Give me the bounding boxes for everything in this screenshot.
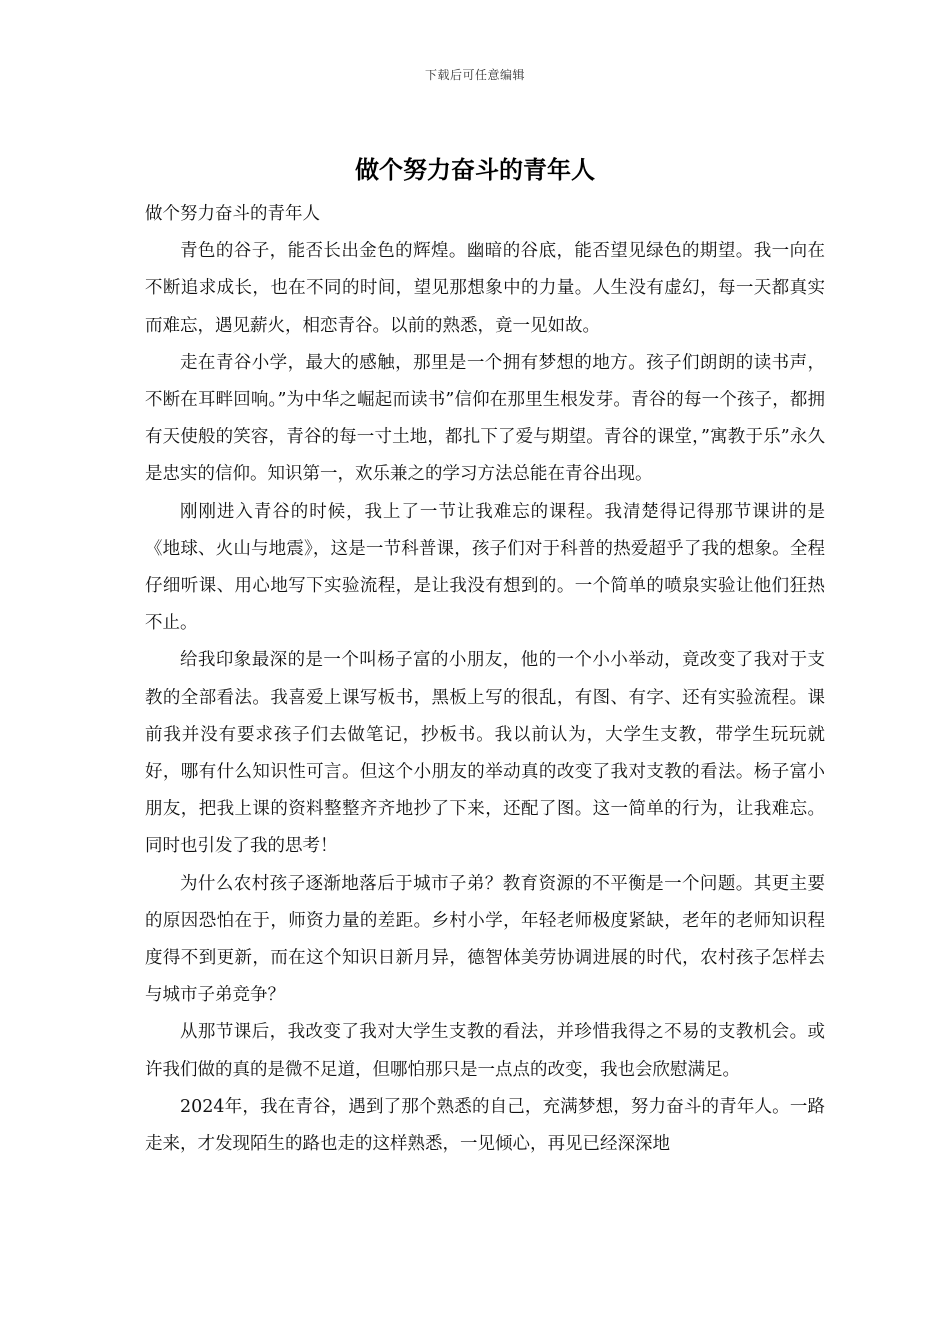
document-subtitle: 做个努力奋斗的青年人 (145, 204, 320, 224)
paragraph: 青色的谷子，能否长出金色的辉煌。幽暗的谷底，能否望见绿色的期望。我一向在不断追求成长，也在不同的时间，望见那想象中的力量。人生没有虚幻，每一天都真实而难忘，遇见薪火，相恋青谷。以前的熟悉，竟一见如故。 (145, 241, 825, 336)
paragraph: 为什么农村孩子逐渐地落后于城市子弟？教育资源的不平衡是一个问题。其更主要的原因恐怕在于，师资力量的差距。乡村小学，年轻老师极度紧缺，老年的老师知识程度得不到更新，而在这个知识日新月异，德智体美劳协调进展的时代，农村孩子怎样去与城市子弟竞争？ (145, 873, 825, 1006)
paragraph: 从那节课后，我改变了我对大学生支教的看法，并珍惜我得之不易的支教机会。或许我们做的真的是微不足道，但哪怕那只是一点点的改变，我也会欣慰满足。 (145, 1022, 825, 1080)
header-note: 下载后可任意编辑 (424, 68, 525, 82)
document-title: 做个努力奋斗的青年人 (355, 156, 595, 184)
paragraph: 走在青谷小学，最大的感触，那里是一个拥有梦想的地方。孩子们朗朗的读书声，不断在耳畔回响。”为中华之崛起而读书”信仰在那里生根发芽。青谷的每一个孩子，都拥有天使般的笑容，青谷的每一寸土地，都扎下了爱与期望。青谷的课堂，”寓教于乐”永久是忠实的信仰。知识第一，欢乐兼之的学习方法总能在青谷出现。 (145, 352, 825, 485)
paragraph: 给我印象最深的是一个叫杨子富的小朋友，他的一个小小举动，竟改变了我对于支教的全部看法。我喜爱上课写板书，黑板上写的很乱，有图、有字、还有实验流程。课前我并没有要求孩子们去做笔记，抄板书。我以前认为，大学生支教，带学生玩玩就好，哪有什么知识性可言。但这个小朋友的举动真的改变了我对支教的看法。杨子富小朋友，把我上课的资料整整齐齐地抄了下来，还配了图。这一简单的行为，让我难忘。同时也引发了我的思考！ (145, 650, 825, 857)
document-body (145, 196, 825, 1163)
paragraph: 刚刚进入青谷的时候，我上了一节让我难忘的课程。我清楚得记得那节课讲的是《地球、火山与地震》，这是一节科普课，孩子们对于科普的热爱超乎了我的想象。全程仔细听课、用心地写下实验流程，是让我没有想到的。一个简单的喷泉实验让他们狂热不止。 (145, 501, 825, 634)
paragraph: 2024年，我在青谷，遇到了那个熟悉的自己，充满梦想，努力奋斗的青年人。一路走来，才发现陌生的路也走的这样熟悉，一见倾心，再见已经深深地 (145, 1096, 825, 1155)
